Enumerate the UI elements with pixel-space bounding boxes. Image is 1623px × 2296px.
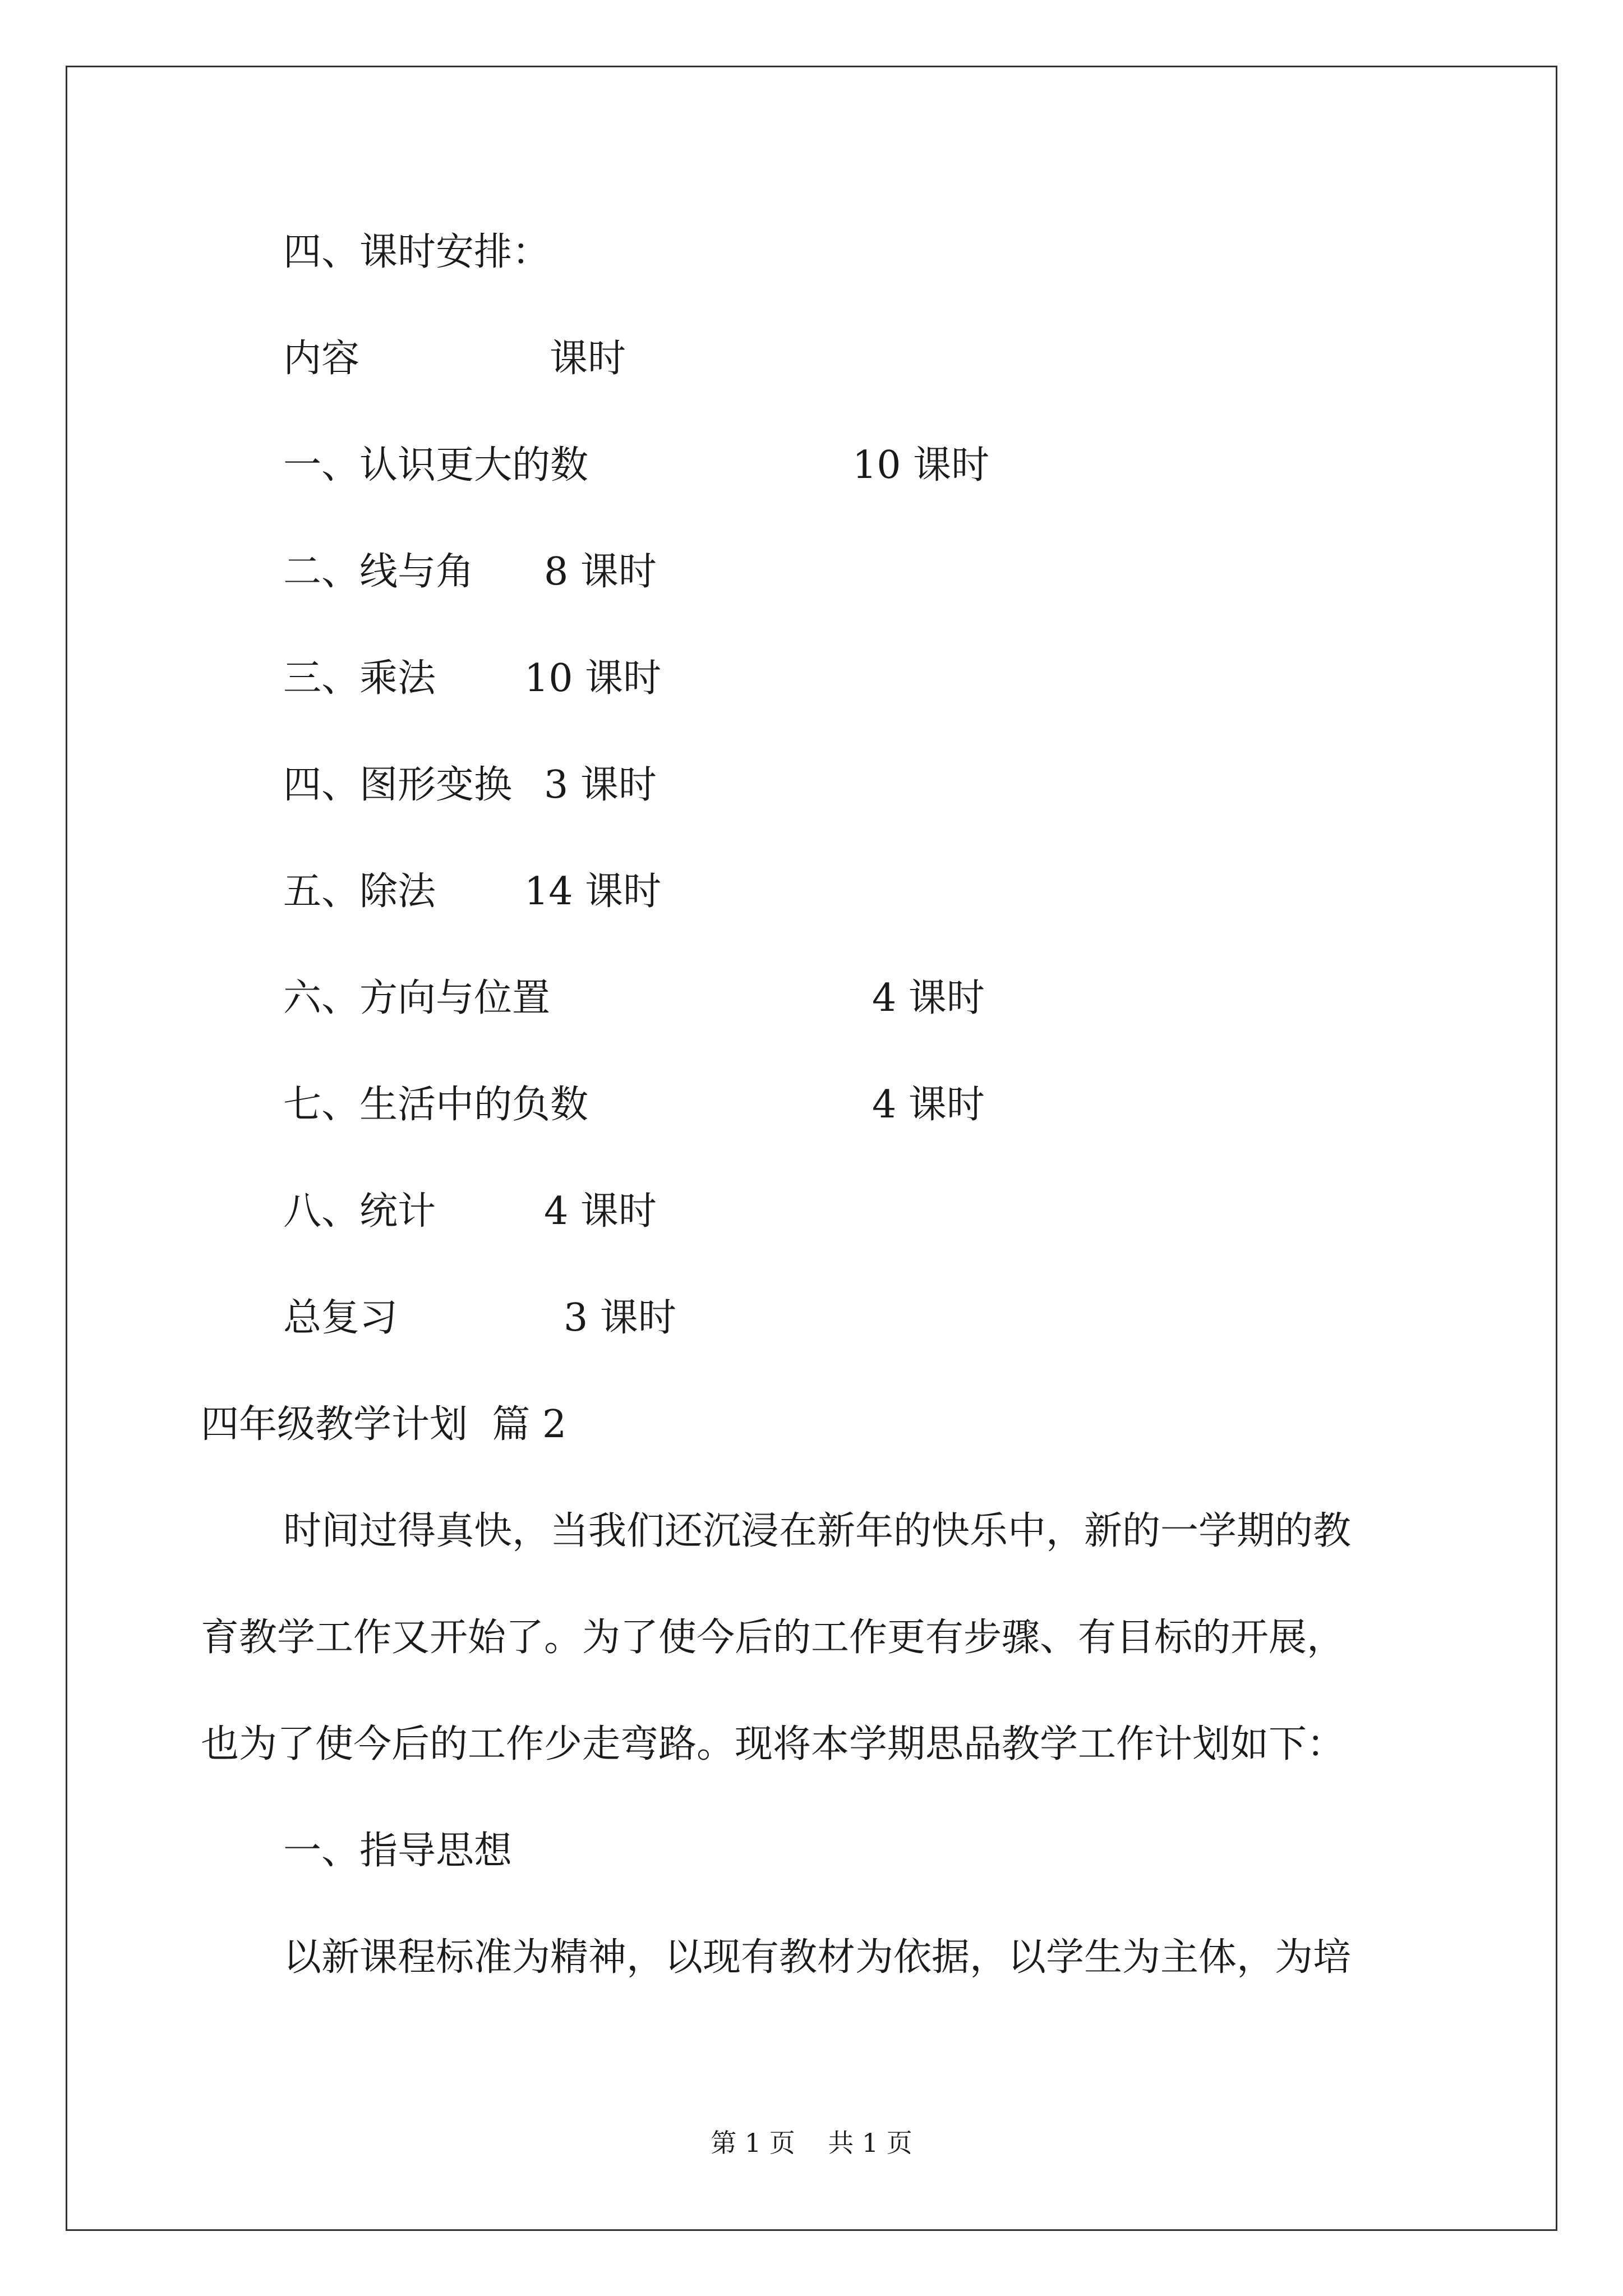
paragraph-line: 也为了使今后的工作少走弯路。现将本学期思品教学工作计划如下： (201, 1722, 1345, 1766)
table-header-content: 内容 (283, 337, 360, 381)
page-border (66, 66, 1557, 2231)
schedule-row-hours: 4 课时 (872, 1083, 985, 1127)
paragraph-line: 育教学工作又开始了。为了使今后的工作更有步骤、有目标的开展， (201, 1616, 1345, 1660)
schedule-row-hours: 8 课时 (544, 550, 657, 594)
schedule-row-name: 六、方向与位置 (283, 976, 551, 1020)
schedule-row-name: 二、线与角 (283, 550, 474, 594)
schedule-row-name: 五、除法 (283, 869, 436, 914)
section-title: 四年级教学计划 篇 2 (201, 1402, 567, 1447)
schedule-row-hours: 14 课时 (524, 869, 662, 914)
schedule-row-hours: 10 课时 (852, 443, 990, 487)
subheading: 一、指导思想 (283, 1829, 513, 1873)
schedule-row-hours: 3 课时 (544, 763, 657, 807)
schedule-heading: 四、课时安排： (283, 230, 551, 274)
paragraph-line: 以新课程标准为精神，以现有教材为依据，以学生为主体，为培 (283, 1935, 1352, 1980)
schedule-row-name: 七、生活中的负数 (283, 1083, 589, 1127)
schedule-row-name: 一、认识更大的数 (283, 443, 589, 487)
schedule-row-name: 八、统计 (283, 1189, 436, 1234)
schedule-row-name: 四、图形变换 (283, 763, 513, 807)
schedule-row-name: 总复习 (283, 1296, 398, 1340)
page-footer: 第 1 页 共 1 页 (711, 2128, 912, 2158)
schedule-row-hours: 4 课时 (544, 1189, 657, 1234)
schedule-row-hours: 10 课时 (524, 656, 662, 701)
schedule-row-hours: 4 课时 (872, 976, 985, 1020)
paragraph-line: 时间过得真快，当我们还沉浸在新年的快乐中，新的一学期的教 (283, 1509, 1352, 1553)
table-header-hours: 课时 (550, 337, 626, 381)
schedule-row-hours: 3 课时 (564, 1296, 676, 1340)
schedule-row-name: 三、乘法 (283, 656, 436, 701)
